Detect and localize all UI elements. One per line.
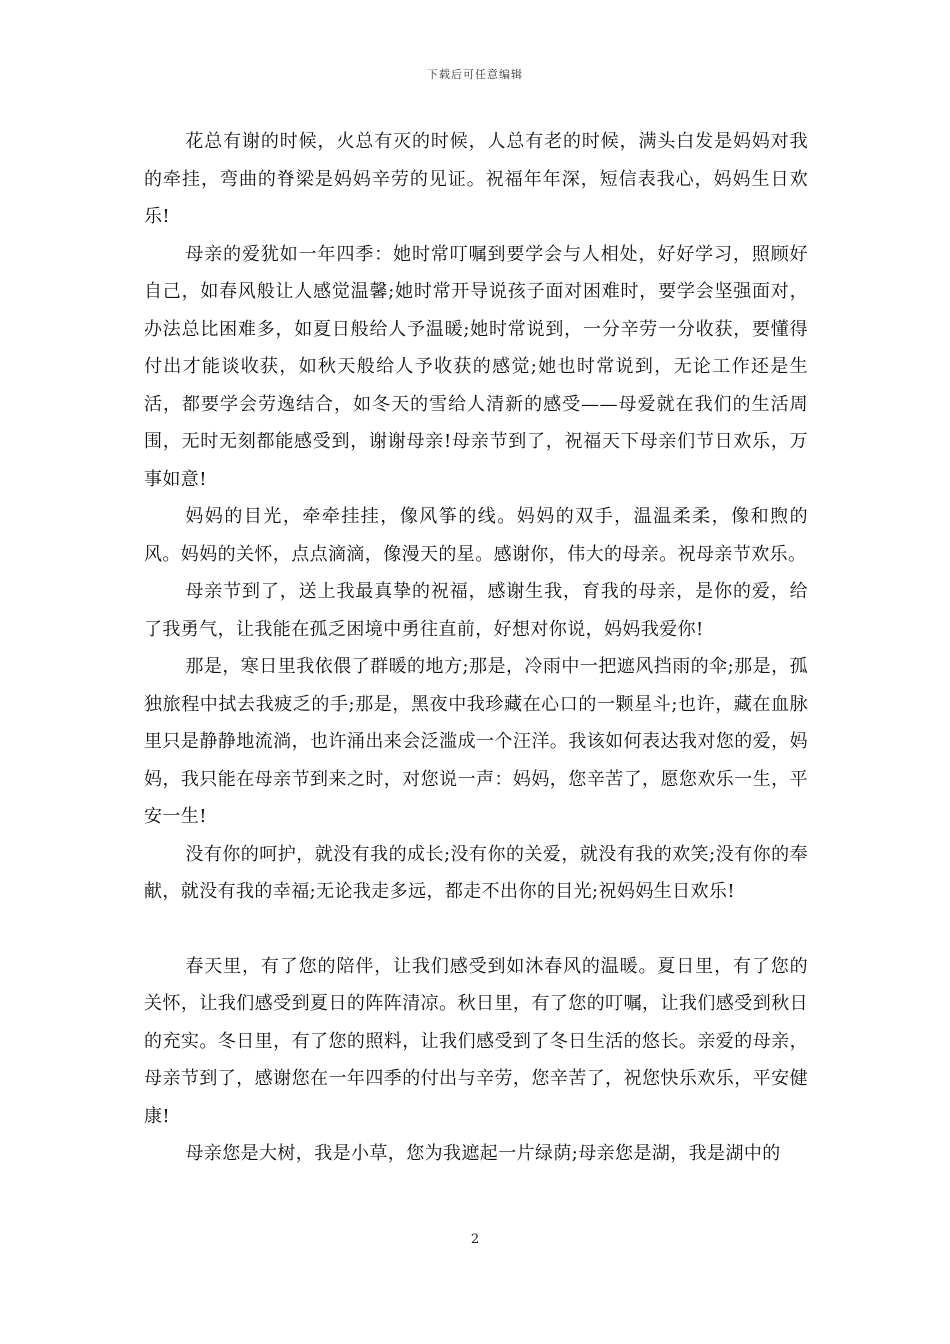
paragraph: 母亲您是大树，我是小草，您为我遮起一片绿荫;母亲您是湖，我是湖中的 [185, 1143, 781, 1164]
page-header: 下载后可任意编辑 [427, 68, 523, 81]
paragraph: 春天里，有了您的陪伴，让我们感受到如沐春风的温暖。夏日里，有了您的关怀，让我们感受到夏日的阵阵清凉。秋日里，有了您的叮嘱，让我们感受到秋日的充实。冬日里，有了您的照料，让我们感受到了冬日生活的悠长。亲爱的母亲，母亲节到了，感谢您在一年四季的付出与辛劳，您辛苦了，祝您快乐欢乐，平安健康! [144, 955, 808, 1127]
document-body [144, 123, 808, 1173]
paragraph: 妈妈的目光，牵牵挂挂，像风筝的线。妈妈的双手，温温柔柔，像和煦的风。妈妈的关怀，点点滴滴，像漫天的星。感谢你，伟大的母亲。祝母亲节欢乐。 [144, 506, 808, 565]
paragraph: 没有你的呵护，就没有我的成长;没有你的关爱，就没有我的欢笑;没有你的奉献，就没有我的幸福;无论我走多远，都走不出你的目光;祝妈妈生日欢乐! [144, 843, 808, 902]
paragraph: 母亲节到了，送上我最真挚的祝福，感谢生我，育我的母亲，是你的爱，给了我勇气，让我能在孤乏困境中勇往直前，好想对你说，妈妈我爱你! [144, 581, 808, 640]
paragraph: 那是，寒日里我依偎了群暖的地方;那是，冷雨中一把遮风挡雨的伞;那是，孤独旅程中拭去我疲乏的手;那是，黑夜中我珍藏在心口的一颗星斗;也许，藏在血脉里只是静静地流淌，也许涌出来会泛滥成一个汪洋。我该如何表达我对您的爱，妈妈，我只能在母亲节到来之时，对您说一声：妈妈，您辛苦了，愿您欢乐一生，平安一生! [144, 656, 808, 827]
paragraph: 花总有谢的时候，火总有灭的时候，人总有老的时候，满头白发是妈妈对我的牵挂，弯曲的脊梁是妈妈辛劳的见证。祝福年年深，短信表我心，妈妈生日欢乐! [144, 131, 808, 227]
paragraph: 母亲的爱犹如一年四季：她时常叮嘱到要学会与人相处，好好学习，照顾好自己，如春风般让人感觉温馨;她时常开导说孩子面对困难时，要学会坚强面对，办法总比困难多，如夏日般给人予温暖;她时常说到，一分辛劳一分收获，要懂得付出才能谈收获，如秋天般给人予收获的感觉;她也时常说到，无论工作还是生活，都要学会劳逸结合，如冬天的雪给人清新的感受——母爱就在我们的生活周围，无时无刻都能感受到，谢谢母亲!母亲节到了，祝福天下母亲们节日欢乐，万事如意! [144, 243, 808, 490]
page-number: 2 [470, 1232, 480, 1247]
